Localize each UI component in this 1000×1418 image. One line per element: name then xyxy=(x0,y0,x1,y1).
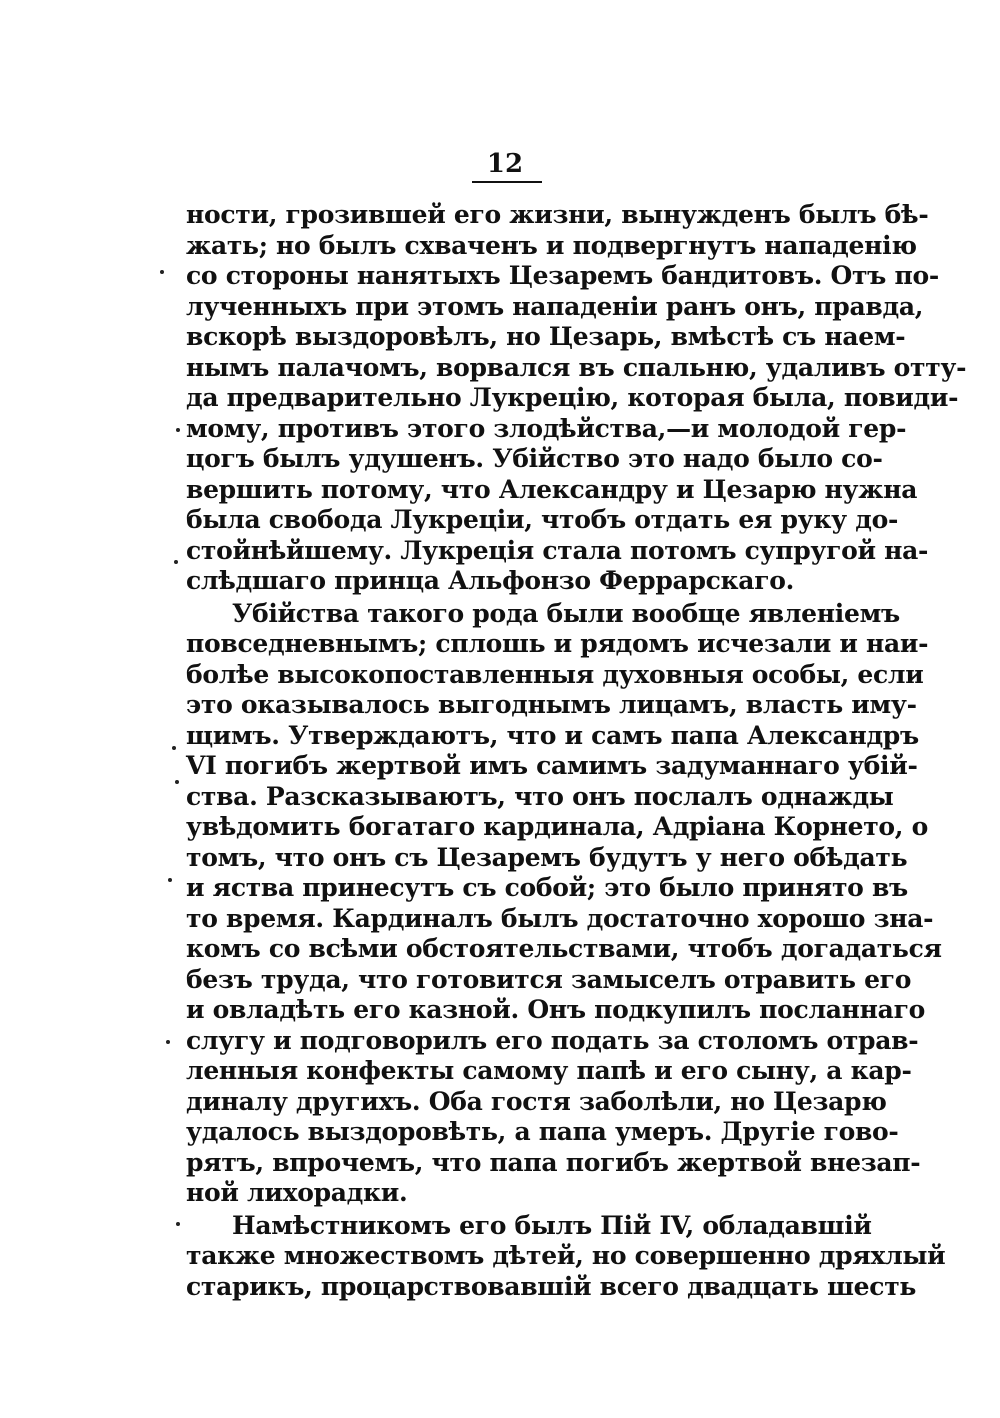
text-line: старикъ, процарствовавшій всего двадцать шесть xyxy=(186,1271,917,1301)
margin-speck xyxy=(176,1222,180,1226)
text-line: Убійства такого рода были вообще явленіемъ xyxy=(232,598,900,628)
text-line: цогъ былъ удушенъ. Убійство это надо было со- xyxy=(186,444,883,473)
text-line: слугу и подговорилъ его подать за столомъ отрав- xyxy=(186,1025,919,1055)
text-line: жать; но былъ схваченъ и подвергнутъ нападенію xyxy=(186,230,917,260)
text-line: щимъ. Утверждаютъ, что и самъ папа Александръ xyxy=(186,720,919,750)
text-line: и яства принесутъ съ собой; это было принято въ xyxy=(186,873,908,902)
text-line: томъ, что онъ съ Цезаремъ будутъ у него обѣдать xyxy=(186,842,908,872)
text-line: ленныя конфекты самому папѣ и его сыну, а кар- xyxy=(186,1056,912,1085)
text-line: вскорѣ выздоровѣлъ, но Цезарь, вмѣстѣ съ наем- xyxy=(186,322,906,351)
text-line: болѣе высокопоставленныя духовныя особы, если xyxy=(186,659,924,689)
text-line: диналу другихъ. Оба гостя заболѣли, но Цезарю xyxy=(186,1086,887,1116)
text-line: да предварительно Лукрецію, которая была, повиди- xyxy=(186,383,959,412)
text-line: стойнѣйшему. Лукреція стала потомъ супругой на- xyxy=(186,535,929,565)
text-line: Намѣстникомъ его былъ Пій IV, обладавшій xyxy=(232,1210,872,1240)
page-number: 12 xyxy=(486,149,524,179)
text-line: повседневнымъ; сплошь и рядомъ исчезали и наи- xyxy=(186,629,929,658)
margin-speck xyxy=(160,270,164,274)
text-line: это оказывалось выгоднымъ лицамъ, власть иму- xyxy=(186,690,917,719)
text-line: со стороны нанятыхъ Цезаремъ бандитовъ. Отъ по- xyxy=(186,261,939,290)
text-line: мому, противъ этого злодѣйства,—и молодой гер- xyxy=(186,413,907,443)
paragraph xyxy=(186,1210,946,1303)
text-line: увѣдомить богатаго кардинала, Адріана Корнето, о xyxy=(186,812,928,841)
text-line: ности, грозившей его жизни, вынужденъ былъ бѣ- xyxy=(186,200,929,229)
margin-speck xyxy=(172,746,176,750)
text-line: слѣдшаго принца Альфонзо Феррарскаго. xyxy=(186,566,794,595)
margin-speck xyxy=(176,428,180,432)
margin-speck xyxy=(166,1040,170,1044)
margin-speck xyxy=(175,780,179,784)
text-line: также множествомъ дѣтей, но совершенно дряхлый xyxy=(186,1241,946,1270)
text-line: ной лихорадки. xyxy=(186,1178,408,1207)
text-line: безъ труда, что готовится замыселъ отравить его xyxy=(186,964,912,994)
paragraph xyxy=(186,598,942,1209)
text-line: то время. Кардиналъ былъ достаточно хорошо зна- xyxy=(186,903,934,933)
paragraph xyxy=(186,200,967,597)
text-line: и овладѣть его казной. Онъ подкупилъ посланнаго xyxy=(186,995,925,1024)
header-rule xyxy=(472,181,542,183)
margin-speck xyxy=(174,560,178,564)
text-line: ства. Разсказываютъ, что онъ послалъ однажды xyxy=(186,781,894,811)
text-line: рятъ, впрочемъ, что папа погибъ жертвой внезап- xyxy=(186,1147,921,1177)
text-line: была свобода Лукреціи, чтобъ отдать ея руку до- xyxy=(186,505,899,534)
margin-speck xyxy=(168,878,172,882)
text-line: удалось выздоровѣть, а папа умеръ. Другіе гово- xyxy=(186,1117,899,1146)
text-line: лученныхъ при этомъ нападеніи ранъ онъ, правда, xyxy=(186,291,924,321)
text-line: нымъ палачомъ, ворвался въ спальню, удаливъ отту- xyxy=(186,352,967,382)
text-line: вершить потому, что Александру и Цезарю нужна xyxy=(186,474,918,504)
text-line: VI погибъ жертвой имъ самимъ задуманнаго убій- xyxy=(186,751,918,780)
text-line: комъ со всѣми обстоятельствами, чтобъ догадаться xyxy=(186,934,942,963)
body-text xyxy=(186,200,967,1302)
